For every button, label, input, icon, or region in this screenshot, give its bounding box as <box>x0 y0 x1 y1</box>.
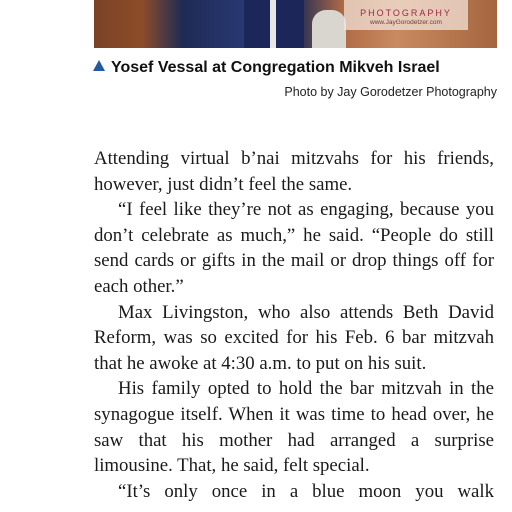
article-paragraph: “I feel like they’re not as engaging, because you don’t celebrate as much,” he said. “People do still send cards or gifts in the mail or drop things off for each other.” <box>94 199 494 297</box>
photo-shoulder <box>312 10 346 48</box>
watermark-line1: PHOTOGRAPHY <box>360 8 452 18</box>
article-paragraph: “It’s only once in a blue moon you walk <box>118 480 494 502</box>
caption-text: Yosef Vessal at Congregation Mikveh Israel <box>111 59 440 76</box>
photo-credit: Photo by Jay Gorodetzer Photography <box>284 85 497 99</box>
article-paragraph: Attending virtual b’nai mitzvahs for his friends, however, just didn’t feel the same. <box>94 148 494 195</box>
article-photo <box>94 0 497 48</box>
watermark-url: www.JayGorodetzer.com <box>370 19 442 26</box>
photo-tallit-stripe <box>270 0 276 48</box>
photographer-watermark <box>344 0 468 30</box>
triangle-marker-icon <box>93 60 105 71</box>
article-paragraph: His family opted to hold the bar mitzvah in the synagogue itself. When it was time to head over, he saw that his mother had arranged a surprise limousine. That, he said, felt special. <box>94 378 494 477</box>
photo-caption <box>93 58 497 78</box>
article-paragraph: Max Livingston, who also attends Beth David Reform, was so excited for his Feb. 6 bar mitzvah that he awoke at 4:30 a.m. to put on his suit. <box>94 301 494 374</box>
article-body <box>94 146 494 504</box>
